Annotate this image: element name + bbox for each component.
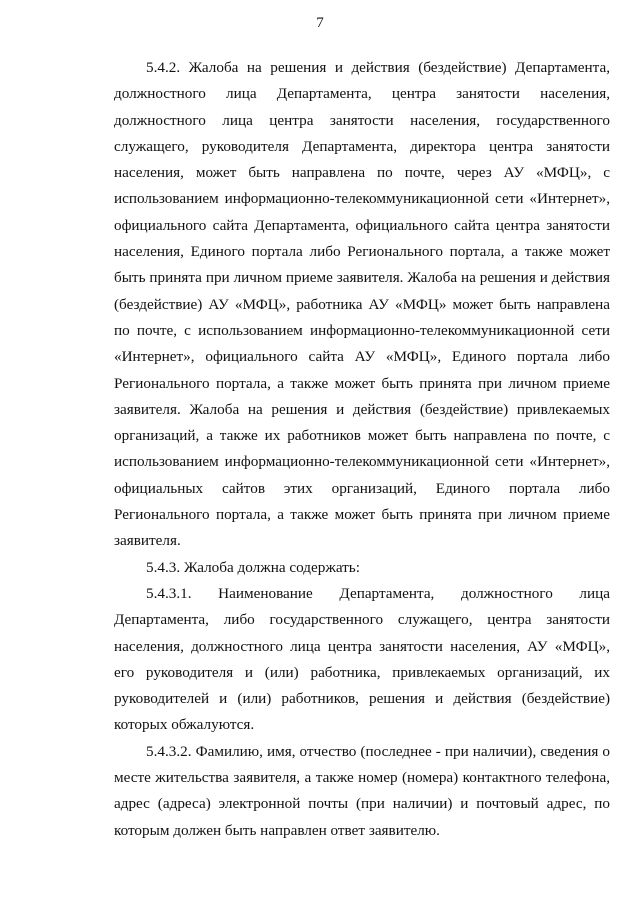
paragraph-5-4-3-1: 5.4.3.1. Наименование Департамента, должностного лица Департамента, либо государственного служащего, центра занятости населения, должностного лица центра занятости населения, АУ «МФЦ», его руководителя и (или) работника, привлекаемых организаций, их руководителей и (или) работников, решения и действия (бездействие) которых обжалуются. [114, 584, 610, 734]
paragraph-5-4-3: 5.4.3. Жалоба должна содержать: [146, 558, 360, 576]
paragraph-5-4-2: 5.4.2. Жалоба на решения и действия (бездействие) Департамента, должностного лица Департамента, центра занятости населения, должностного лица центра занятости населения, государственного служащего, руководителя Департамента, директора центра занятости населения, может быть направлена по почте, через АУ «МФЦ», с использованием информационно-телекоммуникационной сети «Интернет», официального сайта Департамента, официального сайта центра занятости населения, Единого портала либо Регионального портала, а также может быть принята при личном приеме заявителя. Жалоба на решения и действия (бездействие) АУ «МФЦ», работника АУ «МФЦ» может быть направлена по почте, с использованием информационно-телекоммуникационной сети «Интернет», официального сайта АУ «МФЦ», Единого портала либо Регионального портала, а также может быть принята при личном приеме заявителя. Жалоба на решения и действия (бездействие) привлекаемых организаций, а также их работников может быть направлена по почте, с использованием информационно-телекоммуникационной сети «Интернет», официальных сайтов этих организаций, Единого портала либо Регионального портала, а также может быть принята при личном приеме заявителя. [114, 59, 610, 550]
paragraph-5-4-3-2: 5.4.3.2. Фамилию, имя, отчество (последнее - при наличии), сведения о месте жительства заявителя, а также номер (номера) контактного телефона, адрес (адреса) электронной почты (при наличии) и почтовый адрес, по которым должен быть направлен ответ заявителю. [114, 742, 610, 839]
document-body [114, 55, 610, 844]
page-number: 7 [316, 15, 324, 31]
